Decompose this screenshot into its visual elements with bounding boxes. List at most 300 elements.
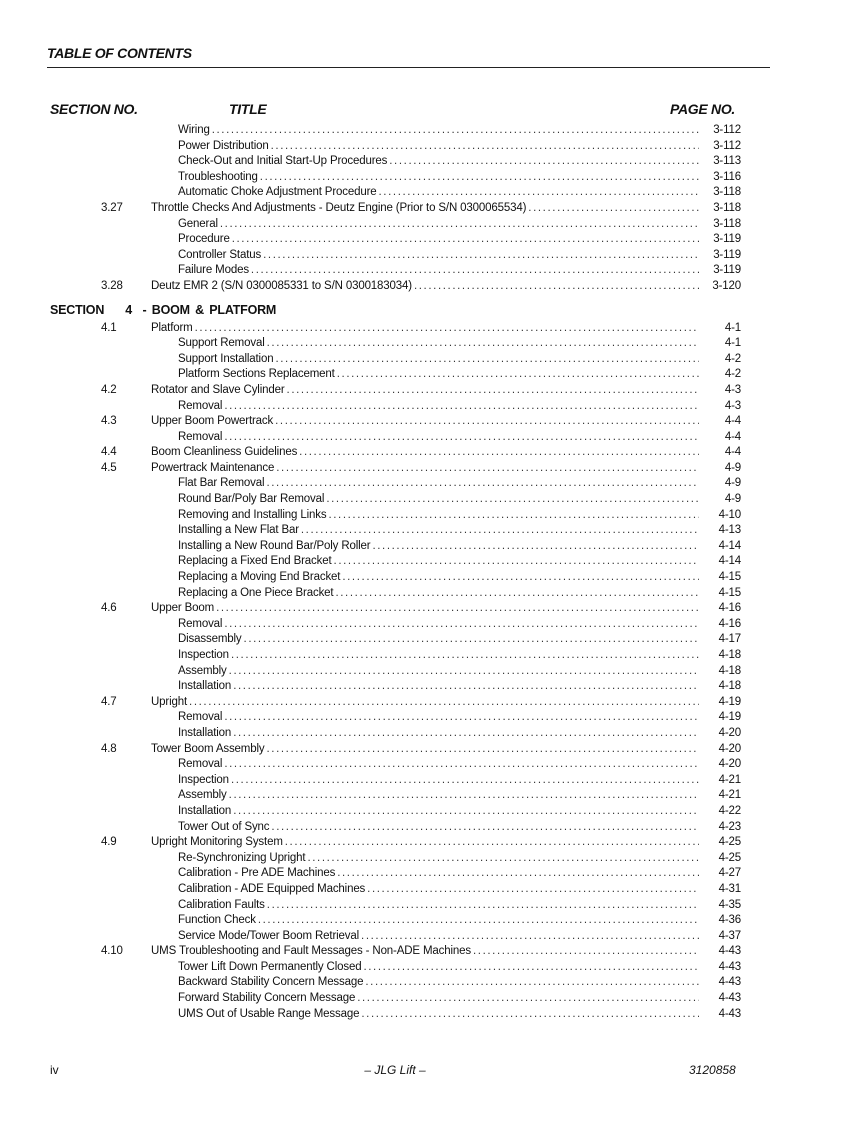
- toc-dot-leader: [307, 851, 699, 867]
- toc-entry-line: [151, 461, 741, 477]
- toc-entry-title: Platform Sections Replacement: [178, 368, 335, 381]
- toc-dot-leader: [224, 617, 699, 633]
- toc-entry-page: 4-1: [724, 321, 741, 334]
- toc-dot-leader: [361, 929, 699, 945]
- toc-entry-page: 4-20: [718, 726, 741, 739]
- toc-entry-title: Installing a New Flat Bar: [178, 524, 299, 537]
- toc-entry[interactable]: [0, 617, 866, 633]
- toc-entry[interactable]: [0, 263, 866, 279]
- toc-entry[interactable]: [0, 232, 866, 248]
- toc-entry-page: 4-25: [718, 836, 741, 849]
- toc-entry-title: Inspection: [178, 773, 229, 786]
- toc-entry-title: Disassembly: [178, 633, 242, 646]
- toc-entry-page: 4-3: [724, 399, 741, 412]
- toc-dot-leader: [267, 898, 699, 914]
- toc-entry-page: 4-21: [718, 773, 741, 786]
- toc-entry[interactable]: [0, 835, 866, 851]
- toc-entry[interactable]: [0, 554, 866, 570]
- toc-entry-page: 4-20: [718, 758, 741, 771]
- toc-entry-title: Round Bar/Poly Bar Removal: [178, 493, 325, 506]
- toc-dot-leader: [335, 586, 699, 602]
- toc-entry-title: Calibration Faults: [178, 898, 265, 911]
- toc-entry-page: 4-19: [718, 711, 741, 724]
- toc-dot-leader: [372, 539, 699, 555]
- toc-dot-leader: [231, 648, 699, 664]
- toc-dot-leader: [361, 1007, 699, 1023]
- toc-entry-page: 4-2: [724, 368, 741, 381]
- toc-entry-page: 3-119: [713, 248, 741, 261]
- toc-entry[interactable]: [0, 492, 866, 508]
- toc-entry-line: [178, 632, 741, 648]
- toc-dot-leader: [337, 367, 699, 383]
- toc-dot-leader: [224, 430, 699, 446]
- toc-entry-page: 3-113: [713, 155, 741, 168]
- footer-publisher: – JLG Lift –: [364, 1063, 426, 1077]
- toc-entry-number: 4.6: [101, 602, 117, 615]
- toc-entry-title: Calibration - Pre ADE Machines: [178, 867, 336, 880]
- toc-entry-page: 3-116: [713, 170, 741, 183]
- toc-dot-leader: [287, 383, 699, 399]
- column-header-page: PAGE NO.: [670, 101, 736, 117]
- toc-dot-leader: [224, 399, 699, 415]
- toc-entry[interactable]: [0, 508, 866, 524]
- toc-dot-leader: [275, 352, 699, 368]
- toc-dot-leader: [473, 944, 699, 960]
- toc-entry-title: Rotator and Slave Cylinder: [151, 383, 285, 396]
- toc-entry[interactable]: [0, 820, 866, 836]
- toc-entry-line: [178, 820, 741, 836]
- toc-entry-line: [151, 695, 741, 711]
- column-header-section: SECTION NO.: [50, 101, 138, 117]
- toc-entry-page: 4-9: [724, 477, 741, 490]
- toc-entry-page: 4-1: [724, 337, 741, 350]
- toc-entry[interactable]: [0, 321, 866, 337]
- toc-entry-number: 3.28: [101, 279, 123, 292]
- toc-entry-title: Removal: [178, 617, 223, 630]
- toc-entry[interactable]: [0, 123, 866, 139]
- toc-dot-leader: [389, 154, 699, 170]
- toc-entry-line: [178, 554, 741, 570]
- toc-entry[interactable]: [0, 430, 866, 446]
- toc-entry[interactable]: [0, 476, 866, 492]
- toc-dot-leader: [233, 804, 699, 820]
- toc-entry-title: Power Distribution: [178, 139, 269, 152]
- toc-entry[interactable]: [0, 788, 866, 804]
- toc-entry[interactable]: [0, 991, 866, 1007]
- footer-document-number: 3120858: [689, 1063, 736, 1077]
- toc-entry-page: 4-36: [718, 914, 741, 927]
- toc-entry-line: [178, 586, 741, 602]
- toc-entry[interactable]: [0, 913, 866, 929]
- toc-dot-leader: [263, 248, 699, 264]
- toc-entry[interactable]: [0, 757, 866, 773]
- toc-entry[interactable]: [0, 1007, 866, 1023]
- toc-entry[interactable]: [0, 726, 866, 742]
- toc-entry-title: Automatic Choke Adjustment Procedure: [178, 186, 377, 199]
- toc-dot-leader: [266, 742, 699, 758]
- toc-dot-leader: [244, 632, 699, 648]
- toc-entry[interactable]: [0, 929, 866, 945]
- toc-entry-title: Replacing a Fixed End Bracket: [178, 555, 332, 568]
- toc-entry-line: [178, 232, 741, 248]
- toc-entry-page: 4-25: [718, 851, 741, 864]
- toc-dot-leader: [189, 695, 699, 711]
- toc-entry-title: Installation: [178, 804, 232, 817]
- toc-entry-page: 4-43: [718, 976, 741, 989]
- footer-page-number: iv: [50, 1063, 59, 1077]
- toc-dot-leader: [367, 882, 699, 898]
- toc-list: [0, 123, 866, 1022]
- toc-entry-line: [178, 263, 741, 279]
- toc-entry-page: 3-118: [713, 201, 741, 214]
- toc-entry-title: Upright: [151, 695, 188, 708]
- toc-entry-line: [178, 851, 741, 867]
- toc-entry-title: General: [178, 217, 218, 230]
- toc-entry[interactable]: [0, 336, 866, 352]
- toc-entry-title: Upright Monitoring System: [151, 836, 283, 849]
- toc-dot-leader: [260, 170, 699, 186]
- toc-dot-leader: [276, 461, 699, 477]
- toc-entry-line: [178, 399, 741, 415]
- toc-entry-line: [178, 539, 741, 555]
- toc-entry[interactable]: [0, 664, 866, 680]
- toc-entry-title: Powertrack Maintenance: [151, 461, 275, 474]
- toc-entry-title: Forward Stability Concern Message: [178, 992, 356, 1005]
- toc-entry[interactable]: [0, 695, 866, 711]
- toc-entry[interactable]: [0, 399, 866, 415]
- toc-entry-title: UMS Out of Usable Range Message: [178, 1007, 360, 1020]
- toc-entry-title: Assembly: [178, 664, 227, 677]
- toc-dot-leader: [342, 570, 699, 586]
- toc-entry-title: Installation: [178, 680, 232, 693]
- toc-entry-line: [178, 882, 741, 898]
- toc-entry-line: [178, 154, 741, 170]
- toc-entry[interactable]: [0, 975, 866, 991]
- toc-entry-line: [178, 975, 741, 991]
- toc-entry-title: Calibration - ADE Equipped Machines: [178, 882, 366, 895]
- toc-entry-page: 4-14: [718, 555, 741, 568]
- toc-dot-leader: [229, 664, 699, 680]
- toc-entry[interactable]: [0, 170, 866, 186]
- toc-entry-page: 4-31: [718, 882, 741, 895]
- toc-entry-page: 3-119: [713, 233, 741, 246]
- toc-entry-page: 3-120: [712, 279, 741, 292]
- toc-entry-line: [178, 217, 741, 233]
- toc-entry-page: 4-43: [718, 1007, 741, 1020]
- toc-entry-title: Installation: [178, 726, 232, 739]
- toc-entry[interactable]: [0, 632, 866, 648]
- toc-entry[interactable]: [0, 898, 866, 914]
- toc-entry[interactable]: [0, 383, 866, 399]
- toc-dot-leader: [251, 263, 699, 279]
- toc-entry-page: 4-16: [718, 617, 741, 630]
- column-header-title: TITLE: [229, 101, 267, 117]
- toc-dot-leader: [271, 820, 699, 836]
- toc-entry[interactable]: [0, 139, 866, 155]
- toc-entry[interactable]: [0, 882, 866, 898]
- toc-entry-title: Replacing a Moving End Bracket: [178, 571, 341, 584]
- toc-entry-line: [151, 944, 741, 960]
- toc-entry-title: Wiring: [178, 124, 210, 136]
- toc-entry-line: [178, 1007, 741, 1023]
- toc-entry-page: 4-20: [718, 742, 741, 755]
- toc-entry-line: [178, 898, 741, 914]
- toc-entry[interactable]: [0, 679, 866, 695]
- toc-entry-page: 4-3: [724, 383, 741, 396]
- toc-entry-title: Upper Boom Powertrack: [151, 415, 274, 428]
- toc-entry-line: [178, 991, 741, 1007]
- toc-entry-title: Installing a New Round Bar/Poly Roller: [178, 539, 371, 552]
- toc-entry-title: Inspection: [178, 649, 229, 661]
- toc-entry-line: [178, 123, 741, 139]
- toc-entry-number: 4.2: [101, 383, 117, 396]
- toc-dot-leader: [233, 726, 699, 742]
- toc-dot-leader: [271, 139, 699, 155]
- toc-entry-line: [178, 139, 741, 155]
- toc-entry-line: [178, 913, 741, 929]
- toc-entry-page: 4-43: [718, 992, 741, 1005]
- toc-entry-title: Removal: [178, 399, 223, 412]
- toc-entry-number: 4.7: [101, 695, 117, 708]
- toc-dot-leader: [258, 913, 699, 929]
- toc-entry[interactable]: [0, 185, 866, 201]
- toc-dot-leader: [301, 523, 699, 539]
- toc-entry-title: Controller Status: [178, 248, 262, 261]
- toc-entry-line: [178, 679, 741, 695]
- toc-entry-page: 4-9: [724, 461, 741, 474]
- toc-entry-line: [178, 664, 741, 680]
- toc-entry-line: [151, 414, 741, 430]
- toc-entry-line: [178, 248, 741, 264]
- toc-dot-leader: [363, 960, 699, 976]
- toc-dot-leader: [220, 217, 699, 233]
- toc-entry-line: [178, 367, 741, 383]
- toc-entry-number: 4.10: [101, 945, 123, 958]
- toc-entry-title: Removal: [178, 711, 223, 724]
- toc-dot-leader: [365, 975, 699, 991]
- toc-entry-line: [151, 321, 741, 337]
- toc-entry-page: 4-37: [718, 929, 741, 942]
- toc-entry[interactable]: [0, 201, 866, 217]
- toc-entry-page: 4-9: [724, 493, 741, 506]
- toc-dot-leader: [229, 788, 699, 804]
- toc-entry[interactable]: [0, 960, 866, 976]
- toc-entry-page: 4-4: [724, 446, 741, 459]
- toc-entry[interactable]: [0, 773, 866, 789]
- toc-entry-line: [178, 570, 741, 586]
- toc-dot-leader: [299, 445, 699, 461]
- toc-entry-title: Deutz EMR 2 (S/N 0300085331 to S/N 0300183034): [151, 279, 412, 292]
- toc-entry-page: 4-23: [718, 820, 741, 833]
- toc-entry-title: Check-Out and Initial Start-Up Procedures: [178, 155, 388, 168]
- header-divider: [47, 67, 770, 68]
- toc-entry-line: [178, 492, 741, 508]
- toc-entry-page: 4-2: [724, 352, 741, 365]
- toc-entry-number: 4.4: [101, 446, 117, 459]
- toc-entry-title: Troubleshooting: [178, 170, 258, 183]
- toc-entry-title: UMS Troubleshooting and Fault Messages - Non-ADE Machines: [151, 945, 471, 958]
- toc-entry-line: [178, 788, 741, 804]
- toc-entry[interactable]: [0, 367, 866, 383]
- toc-entry-page: 4-17: [718, 633, 741, 646]
- toc-entry-page: 4-18: [718, 664, 741, 677]
- toc-entry[interactable]: [0, 804, 866, 820]
- toc-entry-title: Tower Lift Down Permanently Closed: [178, 960, 362, 973]
- toc-entry-line: [178, 430, 741, 446]
- toc-entry[interactable]: [0, 217, 866, 233]
- toc-entry-line: [178, 617, 741, 633]
- toc-entry-title: Failure Modes: [178, 264, 249, 277]
- toc-dot-leader: [224, 710, 699, 726]
- toc-section-heading: [0, 295, 866, 321]
- toc-entry-page: 4-22: [718, 804, 741, 817]
- toc-entry-title: Platform: [151, 321, 193, 334]
- toc-entry-title: Removal: [178, 430, 223, 443]
- toc-dot-leader: [337, 866, 699, 882]
- toc-entry-number: 4.9: [101, 836, 117, 849]
- toc-entry-page: 4-43: [718, 960, 741, 973]
- toc-entry-title: Flat Bar Removal: [178, 477, 265, 490]
- toc-entry-page: 4-4: [724, 415, 741, 428]
- toc-entry-line: [178, 185, 741, 201]
- toc-entry-number: 4.5: [101, 461, 117, 474]
- toc-entry[interactable]: [0, 352, 866, 368]
- toc-entry-line: [178, 336, 741, 352]
- toc-dot-leader: [224, 757, 699, 773]
- toc-entry[interactable]: [0, 570, 866, 586]
- toc-entry-title: Boom Cleanliness Guidelines: [151, 446, 298, 459]
- toc-entry-line: [178, 648, 741, 664]
- toc-entry-line: [178, 170, 741, 186]
- toc-entry-title: Removal: [178, 758, 223, 771]
- toc-entry-page: 3-118: [713, 217, 741, 230]
- toc-entry[interactable]: [0, 944, 866, 960]
- toc-entry-number: 3.27: [101, 201, 123, 214]
- toc-entry-title: Removing and Installing Links: [178, 508, 327, 521]
- toc-dot-leader: [328, 508, 699, 524]
- toc-entry[interactable]: [0, 586, 866, 602]
- toc-entry-line: [178, 726, 741, 742]
- toc-entry-number: 4.1: [101, 321, 117, 334]
- toc-entry-line: [151, 279, 741, 295]
- toc-entry-line: [178, 476, 741, 492]
- toc-entry-title: Throttle Checks And Adjustments - Deutz Engine (Prior to S/N 0300065534): [151, 201, 527, 214]
- toc-dot-leader: [233, 679, 699, 695]
- toc-entry-number: 4.8: [101, 742, 117, 755]
- toc-entry-page: 4-13: [718, 524, 741, 537]
- toc-entry-title: Tower Boom Assembly: [151, 742, 265, 755]
- toc-entry-page: 4-19: [718, 695, 741, 708]
- toc-entry[interactable]: [0, 279, 866, 295]
- toc-dot-leader: [357, 991, 699, 1007]
- toc-entry-page: 4-35: [718, 898, 741, 911]
- toc-dot-leader: [285, 835, 699, 851]
- toc-entry[interactable]: [0, 851, 866, 867]
- toc-entry-page: 3-118: [713, 186, 741, 199]
- toc-entry-title: Re-Synchronizing Upright: [178, 851, 306, 864]
- toc-dot-leader: [275, 414, 699, 430]
- toc-entry[interactable]: [0, 154, 866, 170]
- toc-entry-title: Upper Boom: [151, 602, 215, 615]
- toc-entry-title: Assembly: [178, 789, 227, 802]
- toc-dot-leader: [195, 321, 699, 337]
- toc-entry-title: Service Mode/Tower Boom Retrieval: [178, 929, 360, 942]
- toc-section-label: SECTION 4 - BOOM & PLATFORM: [50, 302, 277, 317]
- toc-entry-page: 3-119: [713, 264, 741, 277]
- toc-entry-line: [178, 352, 741, 368]
- toc-entry-line: [178, 929, 741, 945]
- toc-entry-line: [178, 804, 741, 820]
- toc-entry-title: Backward Stability Concern Message: [178, 976, 364, 989]
- toc-entry[interactable]: [0, 742, 866, 758]
- toc-entry-number: 4.3: [101, 415, 117, 428]
- toc-entry-page: 4-18: [718, 649, 741, 661]
- toc-entry-page: 4-27: [718, 867, 741, 880]
- toc-entry-line: [151, 445, 741, 461]
- toc-dot-leader: [414, 279, 699, 295]
- toc-dot-leader: [216, 601, 699, 617]
- toc-entry[interactable]: [0, 445, 866, 461]
- toc-dot-leader: [326, 492, 699, 508]
- toc-dot-leader: [379, 185, 699, 201]
- toc-entry-page: 4-14: [718, 539, 741, 552]
- toc-dot-leader: [528, 201, 699, 217]
- toc-entry[interactable]: [0, 648, 866, 664]
- toc-entry-line: [178, 773, 741, 789]
- toc-dot-leader: [231, 773, 699, 789]
- toc-entry[interactable]: [0, 601, 866, 617]
- toc-dot-leader: [267, 336, 699, 352]
- toc-entry-line: [151, 742, 741, 758]
- toc-entry-line: [151, 201, 741, 217]
- toc-entry-line: [178, 757, 741, 773]
- toc-entry-line: [178, 866, 741, 882]
- toc-entry-page: 4-16: [718, 602, 741, 615]
- toc-entry[interactable]: [0, 523, 866, 539]
- toc-entry-title: Replacing a One Piece Bracket: [178, 586, 334, 599]
- toc-entry-title: Tower Out of Sync: [178, 820, 270, 833]
- toc-entry-page: 4-4: [724, 430, 741, 443]
- toc-entry[interactable]: [0, 248, 866, 264]
- toc-entry-line: [178, 960, 741, 976]
- toc-entry-line: [178, 523, 741, 539]
- toc-entry[interactable]: [0, 539, 866, 555]
- toc-entry-page: 4-15: [718, 571, 741, 584]
- toc-dot-leader: [232, 232, 699, 248]
- toc-entry[interactable]: [0, 461, 866, 477]
- header-title: TABLE OF CONTENTS: [47, 45, 192, 61]
- toc-entry-page: 4-10: [718, 508, 741, 521]
- toc-entry-page: 4-43: [718, 945, 741, 958]
- toc-dot-leader: [334, 554, 699, 570]
- toc-entry-page: 3-112: [713, 139, 741, 152]
- toc-entry-title: Support Removal: [178, 337, 265, 350]
- toc-entry[interactable]: [0, 866, 866, 882]
- toc-entry-page: 4-21: [718, 789, 741, 802]
- toc-dot-leader: [212, 123, 699, 139]
- toc-entry-title: Function Check: [178, 914, 256, 927]
- toc-entry[interactable]: [0, 710, 866, 726]
- toc-entry-line: [151, 601, 741, 617]
- toc-entry-title: Procedure: [178, 233, 230, 246]
- toc-entry[interactable]: [0, 414, 866, 430]
- toc-entry-line: [151, 835, 741, 851]
- toc-entry-page: 3-112: [713, 124, 741, 136]
- toc-entry-page: 4-15: [718, 586, 741, 599]
- toc-dot-leader: [266, 476, 699, 492]
- toc-entry-title: Support Installation: [178, 352, 274, 365]
- toc-entry-line: [151, 383, 741, 399]
